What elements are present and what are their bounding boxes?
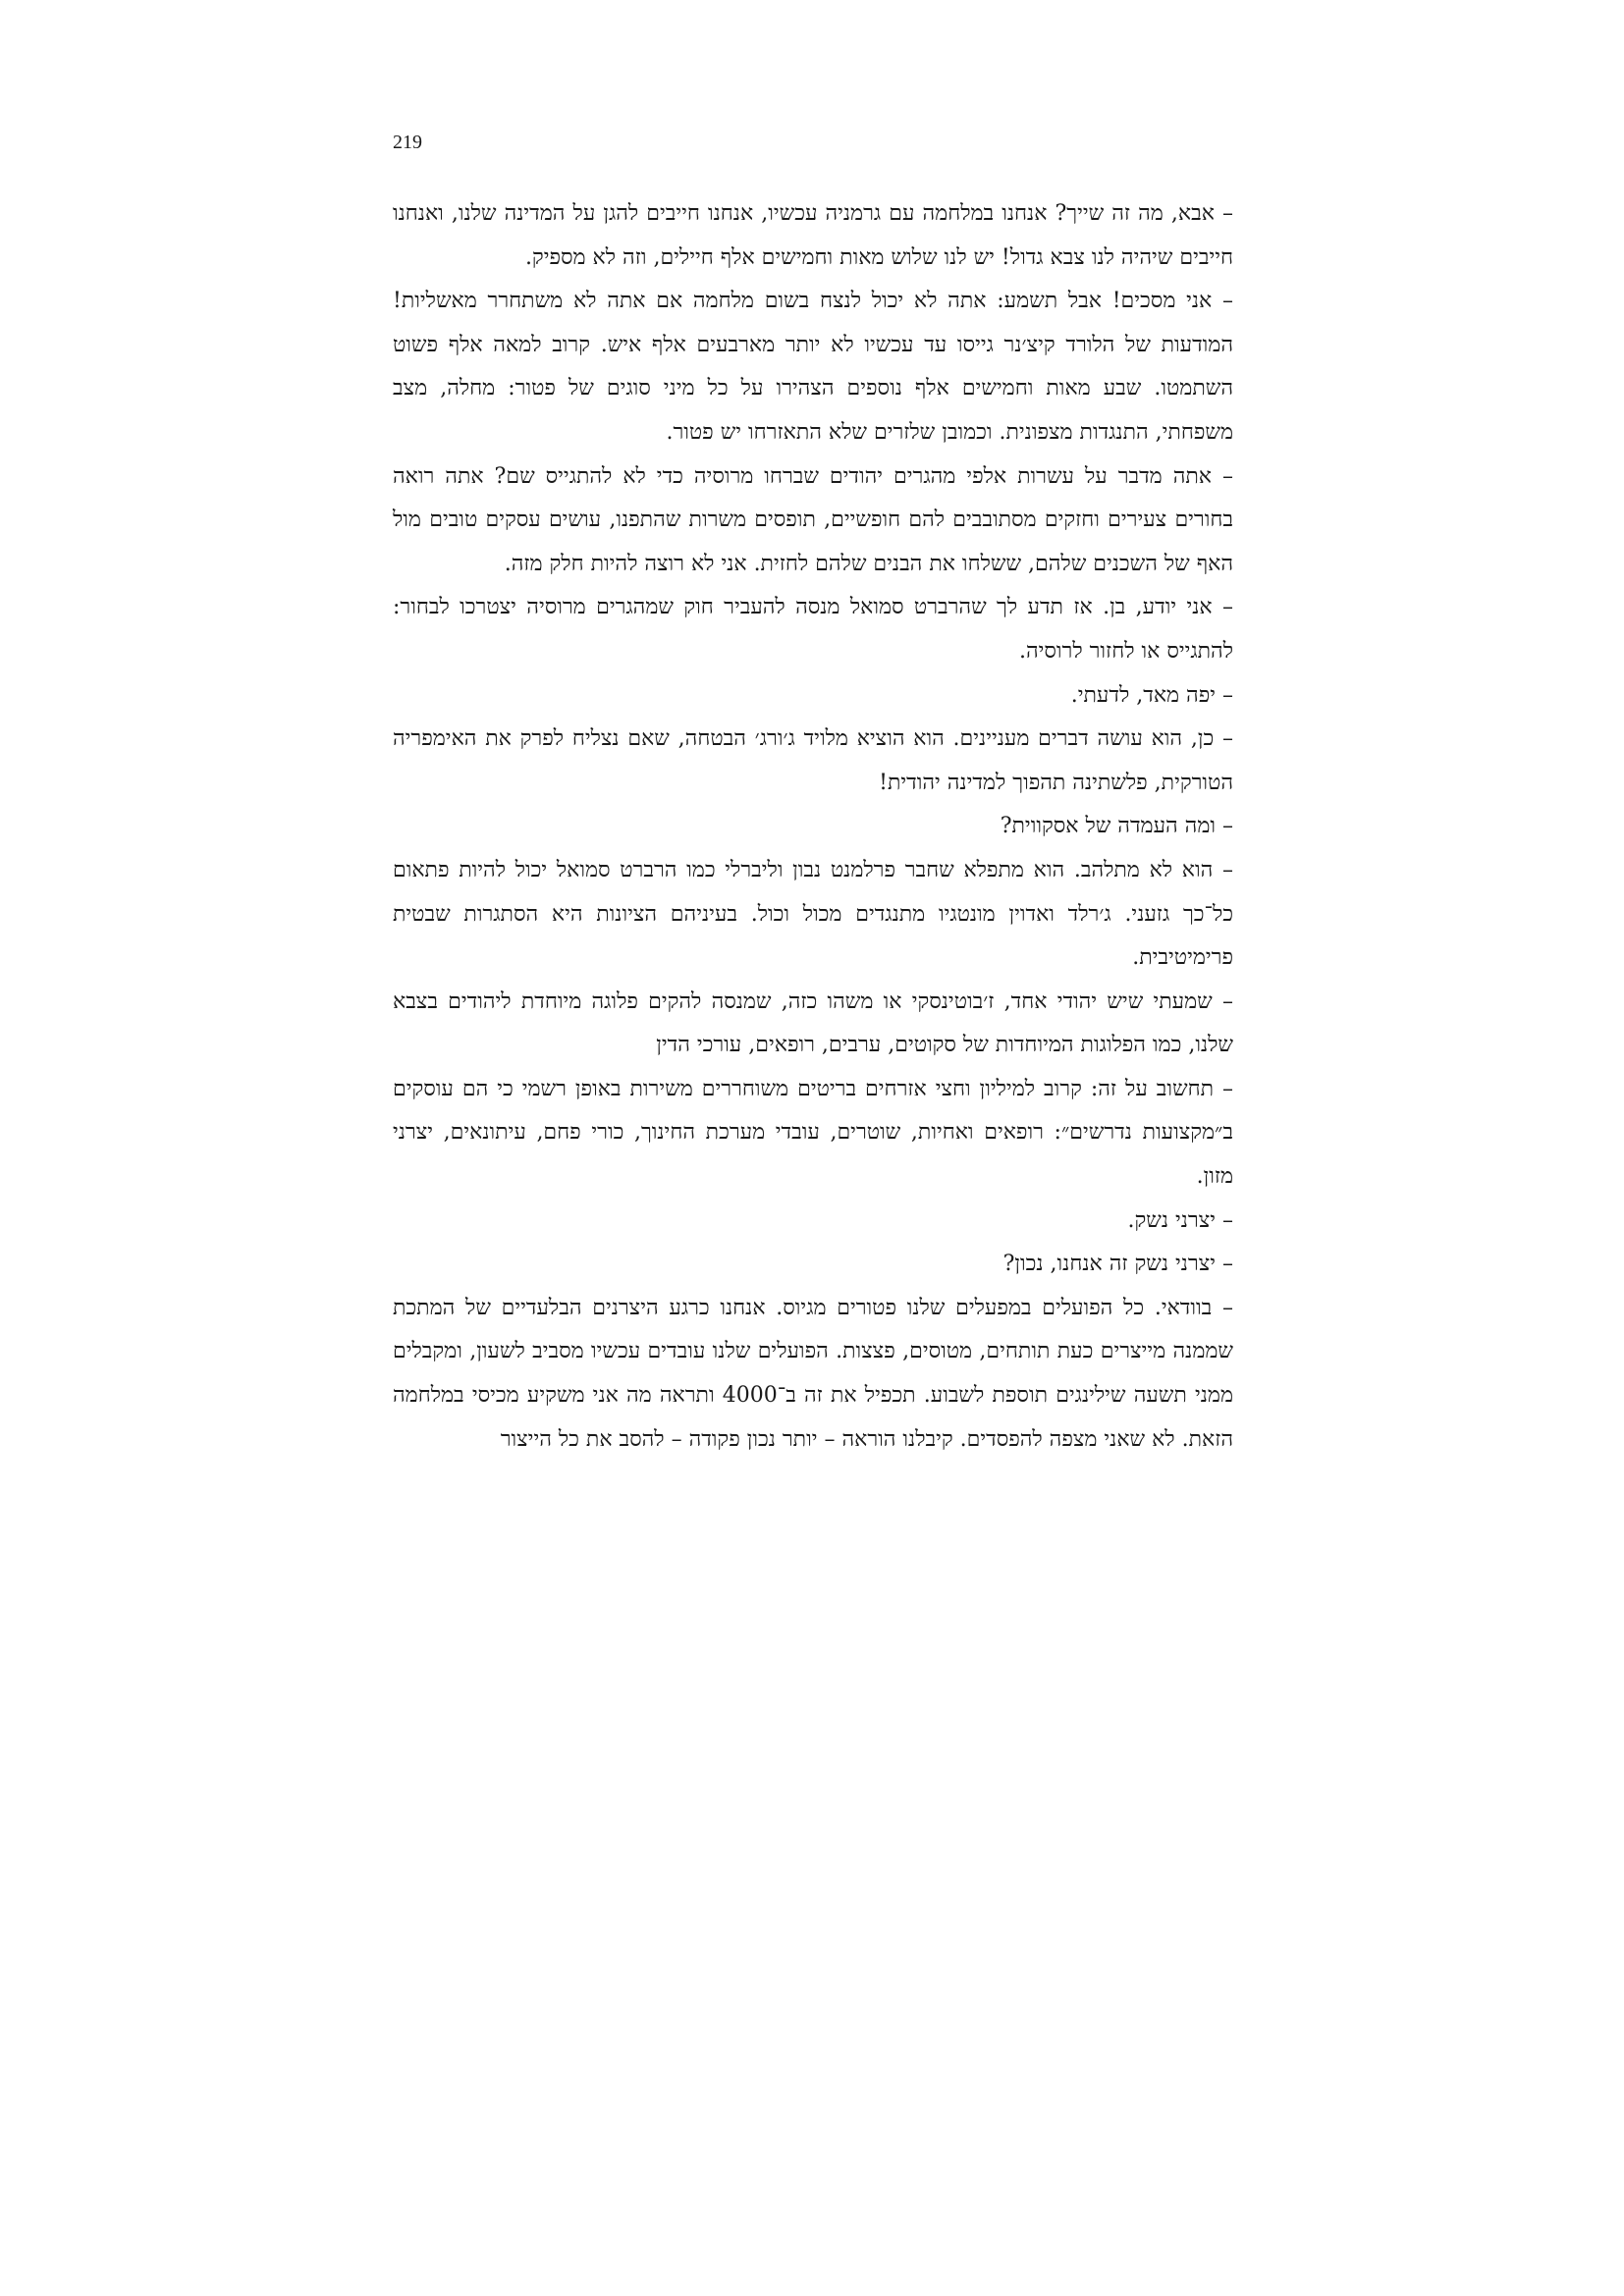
paragraph: – שמעתי שיש יהודי אחד, ז׳בוטינסקי או משהו כזה, שמנסה להקים פלוגה מיוחדת ליהודים בצבא שלנו, כמו הפלוגות המיוחדות של סקוטים, ערבים, רופאים, עורכי הדין <box>393 988 1233 1058</box>
paragraph: – אתה מדבר על עשרות אלפי מהגרים יהודים שברחו מרוסיה כדי לא להתגייס שם? אתה רואה בחורים צעירים וחזקים מסתובבים להם חופשיים, תופסים משרות שהתפנו, עושים עסקים טובים מול האף של השכנים שלהם, ששלחו את הבנים שלהם לחזית. אני לא רוצה להיות חלק מזה. <box>393 463 1233 576</box>
paragraph: – יצרני נשק זה אנחנו, נכון? <box>1002 1252 1233 1277</box>
paragraph: – כן, הוא עושה דברים מעניינים. הוא הוציא מלויד ג׳ורג׳ הבטחה, שאם נצליח לפרק את האימפריה הטורקית, פלשתינה תהפוך למדינה יהודית! <box>393 726 1233 795</box>
paragraph: – אני מסכים! אבל תשמע: אתה לא יכול לנצח בשום מלחמה אם אתה לא משתחרר מאשליות! המודעות של הלורד קיצ׳נר גייסו עד עכשיו לא יותר מארבעים אלף איש. קרוב למאה אלף פשוט השתמטו. שבע מאות וחמישים אלף נוספים הצהירו על כל מיני סוגים של פטור: מחלה, מצב משפחתי, התנגדות מצפונית. וכמובן שלזרים שלא התאזרחו יש פטור. <box>393 289 1233 445</box>
paragraph: – יפה מאד, לדעתי. <box>1070 682 1233 708</box>
page-number: 219 <box>393 132 422 153</box>
paragraph: – תחשוב על זה: קרוב למיליון וחצי אזרחים בריטים משוחררים משירות באופן רשמי כי הם עוסקים ב״מקצועות נדרשים״: רופאים ואחיות, שוטרים, עובדי מערכת החינוך, כורי פחם, עיתונאים, יצרני מזון. <box>393 1076 1233 1190</box>
paragraph: – אבא, מה זה שייך? אנחנו במלחמה עם גרמניה עכשיו, אנחנו חייבים להגן על המדינה שלנו, ואנחנו חייבים שיהיה לנו צבא גדול! יש לנו שלוש מאות וחמישים אלף חיילים, וזה לא מספיק. <box>393 201 1233 270</box>
paragraph: – יצרני נשק. <box>1127 1207 1233 1233</box>
paragraph: – אני יודע, בן. אז תדע לך שהרברט סמואל מנסה להעביר חוק שמהגרים מרוסיה יצטרכו לבחור: להתגייס או לחזור לרוסיה. <box>393 595 1233 664</box>
paragraph: – ומה העמדה של אסקווית? <box>1000 814 1233 839</box>
body-text <box>393 192 1233 1462</box>
paragraph: – בוודאי. כל הפועלים במפעלים שלנו פטורים מגיוס. אנחנו כרגע היצרנים הבלעדיים של המתכת שממנה מייצרים כעת תותחים, מטוסים, פצצות. הפועלים שלנו עובדים עכשיו מסביב לשעון, ומקבלים ממני תשעה שילינגים תוספת לשבוע. תכפיל את זה ב־4000 ותראה מה אני משקיע מכיסי במלחמה הזאת. לא שאני מצפה להפסדים. קיבלנו הוראה – יותר נכון פקודה – להסב את כל הייצור <box>393 1295 1233 1452</box>
paragraph: – הוא לא מתלהב. הוא מתפלא שחבר פרלמנט נבון וליברלי כמו הרברט סמואל יכול להיות פתאום כל־כך גזעני. ג׳רלד ואדוין מונטגיו מתנגדים מכול וכול. בעיניהם הציונות היא הסתגרות שבטית פרימיטיבית. <box>393 857 1233 971</box>
